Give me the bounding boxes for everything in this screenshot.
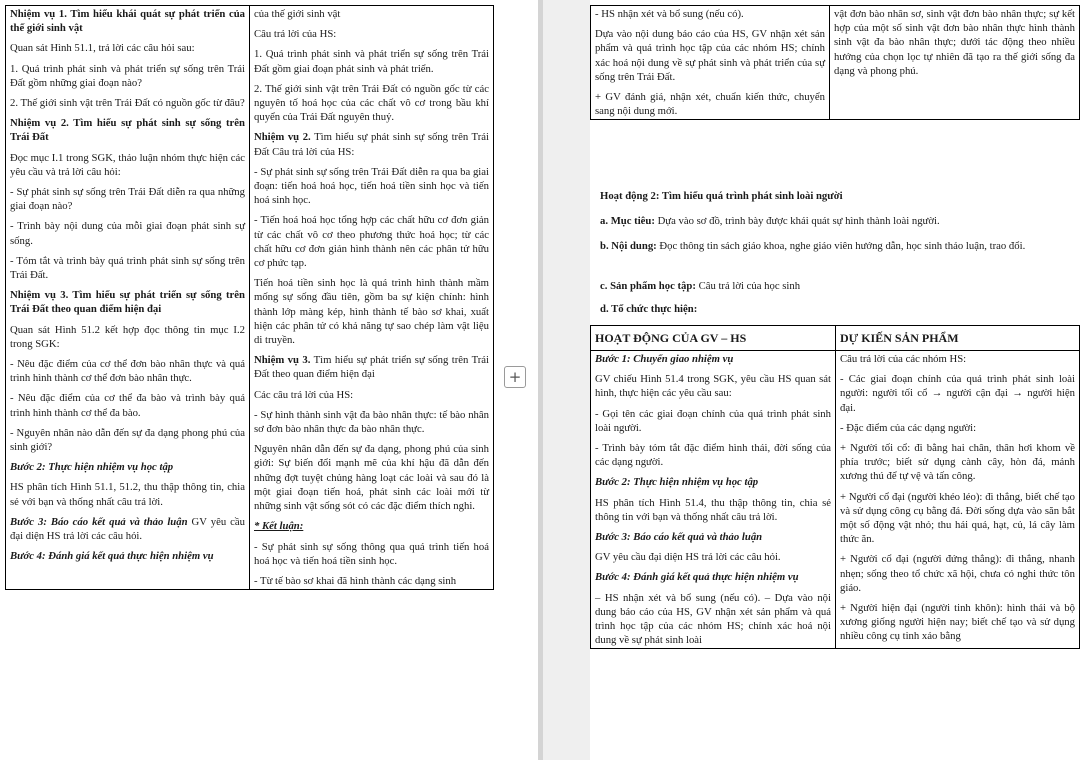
paragraph-text: Nhiệm vụ 2. Tìm hiểu sự phát sinh sự sống trên Trái Đất (10, 117, 245, 144)
paragraph-text: - Sự phát sinh sự sống trên Trái Đất diễn ra qua ba giai đoạn: tiến hoá hoá học, tiến hoá tiền sinh học và tiến hoá sinh học. (254, 165, 489, 207)
product-label: c. Sản phẩm học tập: (600, 280, 696, 292)
paragraph (840, 490, 1075, 547)
paragraph (10, 185, 245, 213)
paragraph (10, 357, 245, 385)
organization-label: d. Tổ chức thực hiện: (600, 303, 698, 315)
paragraph-text: - Sự hình thành sinh vật đa bào nhân thực: tế bào nhân sơ đơn bào nhân thực đa bào nhân thực. (254, 408, 489, 436)
paragraph (254, 27, 489, 41)
objective-line (600, 214, 1075, 228)
paragraph-text: Dựa vào nội dung báo cáo của HS, GV nhận xét sản phẩm và quá trình học tập của các nhóm HS; chính xác hoá nội dung về sự phát sinh và phát triển của sự sống trên Trái Đất. (595, 28, 825, 83)
paragraph-text: Đọc mục I.1 trong SGK, thảo luận nhóm thực hiện các yêu cầu và trả lời câu hỏi: (10, 151, 245, 178)
paragraph-text: Nhiệm vụ 3. (254, 354, 311, 367)
paragraph (10, 254, 245, 282)
paragraph (254, 47, 489, 75)
paragraph (10, 62, 245, 90)
table-row (591, 6, 1080, 120)
paragraph-text: - Trình bày tóm tắt đặc điểm hình thái, đời sống của các dạng người. (595, 442, 831, 469)
paragraph (10, 219, 245, 247)
paragraph (254, 519, 489, 533)
paragraph-text: Câu trả lời của các nhóm HS: (840, 353, 967, 365)
paragraph (10, 7, 245, 35)
continued-activities-cell (591, 6, 830, 120)
paragraph-text: Bước 2: Thực hiện nhiệm vụ học tập (10, 461, 174, 474)
paragraph (840, 421, 1075, 435)
paragraph-text: của thế giới sinh vật (254, 8, 341, 20)
paragraph-text: - Nêu đặc điểm của cơ thể đơn bào nhân thực và quá trình hình thành cơ thể đơn bào nhân thực. (10, 358, 245, 385)
paragraph-text: + Người cổ đại (người khéo léo): đi thẳng, biết chế tạo và sử dụng công cụ bằng đá. Đời sống dựa vào săn bắt một số động vật nhỏ; thu hái quả, hạt, củ, lá cây làm thức ăn. (840, 490, 1075, 546)
paragraph (10, 323, 245, 351)
paragraph-text: Bước 4: Đánh giá kết quả thực hiện nhiệm vụ (10, 550, 214, 563)
left-column-activities (6, 6, 250, 590)
paragraph-text: Nhiệm vụ 3. Tìm hiểu sự phát triển sự sống trên Trái Đất theo quan điểm hiện đại (10, 289, 245, 316)
paragraph (10, 41, 245, 55)
document-page-right (590, 0, 1082, 760)
organization-line (600, 302, 1075, 316)
paragraph-text: Nhiệm vụ 1. Tìm hiểu khái quát sự phát triển của thế giới sinh vật (10, 8, 245, 35)
paragraph-text: – HS nhận xét và bổ sung (nếu có). – Dựa vào nội dung báo cáo của HS, GV nhận xét sản phẩm và quá trình học tập của các nhóm HS; chính xác hoá nội dung về sự phát sinh loài (595, 591, 831, 647)
paragraph (254, 353, 489, 381)
paragraph-text: - Sự phát sinh sự sống thông qua quá trình tiến hoá hoá học và tiến hoá tiền sinh học. (254, 540, 489, 567)
content-label: b. Nội dung: (600, 240, 657, 252)
continued-table (590, 5, 1080, 120)
paragraph (595, 352, 831, 366)
paragraph (10, 426, 245, 454)
paragraph (254, 276, 489, 347)
paragraph-text: Bước 3: Báo cáo kết quả và thảo luận (10, 515, 188, 528)
paragraph (10, 151, 245, 179)
content-line (600, 239, 1075, 253)
paragraph-text: 1. Quá trình phát sinh và phát triển sự sống trên Trái Đất gồm giai đoạn phát sinh và phát triển. (254, 48, 489, 75)
paragraph (10, 460, 245, 474)
paragraph (254, 540, 489, 568)
add-page-button[interactable]: + (504, 366, 526, 388)
paragraph (254, 442, 489, 513)
paragraph-text: HS phân tích Hình 51.4, thu thập thông tin, chia sẻ thông tin với bạn và thống nhất câu trả lời. (595, 496, 831, 523)
paragraph-text: Tiến hoá tiền sinh học là quá trình hình thành mầm mống sự sống đầu tiên, gồm ba sự kiện chính: hình thành lớp màng kép, hình thành tế bào sơ khai, xuất hiện các phân tử có khả năng tự sao chép làm vật liệu di truyền. (254, 277, 489, 347)
paragraph (595, 591, 831, 648)
paragraph-text: + Người tối cổ: đi bằng hai chân, thân hơi khom về phía trước; biết sử dụng cành cây, hòn đá, mảnh xương thú để tự vệ và tấn công. (840, 442, 1075, 483)
paragraph (595, 570, 831, 584)
objective-text: Dựa vào sơ đồ, trình bày được khái quát sự hình thành loài người. (654, 215, 940, 227)
paragraph (254, 82, 489, 125)
page-gap (543, 0, 590, 760)
paragraph-text-continued: GV yêu cầu đại diện HS trả lời các câu hỏi. (10, 515, 245, 543)
paragraph-text-continued: Tìm hiểu sự phát sinh sự sống trên Trái Đất Câu trả lời của HS: (254, 131, 489, 158)
paragraph-text: * Kết luận: (254, 520, 304, 533)
paragraph-text: Bước 4: Đánh giá kết quả thực hiện nhiệm vụ (595, 571, 799, 584)
paragraph-text: - Các giai đoạn chính của quá trình phát sinh loài người: người tối cổ → người cận đại → người hiện đại. (840, 373, 1075, 414)
paragraph-text: - Tiến hoá hoá học tổng hợp các chất hữu cơ đơn giản từ các chất vô cơ theo phương thức hoá học; từ các chất hữu cơ đơn giản hình thành nên các phân tử hữu cơ phức tạp. (254, 214, 489, 270)
table-row (6, 6, 494, 590)
paragraph (10, 391, 245, 419)
paragraph (840, 352, 1075, 366)
content-text: Đọc thông tin sách giáo khoa, nghe giáo viên hướng dẫn, học sinh thảo luận, trao đổi. (656, 240, 1026, 252)
paragraph-text: Các câu trả lời của HS: (254, 388, 354, 401)
paragraph-text-continued: Tìm hiểu sự phát triển sự sống trên Trái Đất theo quan điểm hiện đại (254, 354, 489, 381)
paragraph-text: - Từ tế bào sơ khai đã hình thành các dạng sinh (254, 574, 457, 587)
paragraph (840, 372, 1075, 415)
paragraph (254, 213, 489, 270)
paragraph (10, 515, 245, 543)
paragraph-text: vật đơn bào nhân sơ, sinh vật đơn bào nhân thực; sự kết hợp của một số sinh vật đơn bào nhân thực hình thành sinh vật đa bào nhân thực; dưới tác động theo nhiều hướng của chọn lọc tự nhiên đã tạo ra thế giới sống đa dạng và phong phú. (834, 8, 1075, 77)
paragraph-text: GV chiếu Hình 51.4 trong SGK, yêu cầu HS quan sát hình, thực hiện các yêu cầu sau: (595, 373, 831, 400)
paragraph (595, 550, 831, 564)
paragraph-text: 1. Quá trình phát sinh và phát triển sự sống trên Trái Đất gồm những giai đoạn nào? (10, 62, 245, 89)
paragraph (254, 574, 489, 588)
paragraph (595, 407, 831, 435)
paragraph-text: - Trình bày nội dung của mỗi giai đoạn phát sinh sự sống. (10, 220, 245, 247)
header-teacher-student: HOẠT ĐỘNG CỦA GV – HS (591, 326, 836, 351)
objective-label: a. Mục tiêu: (600, 215, 655, 227)
paragraph (595, 27, 825, 84)
paragraph (10, 480, 245, 508)
activity-2-heading (600, 189, 1075, 203)
table-row (591, 351, 1080, 649)
paragraph (254, 7, 489, 21)
paragraph-text: 2. Thế giới sinh vật trên Trái Đất có nguồn gốc từ các nguyên tố hoá học của các chất vô cơ trong bầu khí quyển của Trái Đất nguyên thuỷ. (254, 82, 489, 124)
paragraph (834, 7, 1075, 78)
expected-answers-cell (836, 351, 1080, 649)
paragraph-text: Nguyên nhân dẫn đến sự đa dạng, phong phú của sinh giới: Sự biến đổi mạnh mẽ của khí hậu đã dẫn đến những đợt tuyệt chủng hàng loạt các loài và sau đó là một giai đoạn tiến hoá, phát sinh các loài mới từ những sinh vật sống sót có các đặc điểm thích nghi. (254, 443, 489, 513)
activity-2-table (590, 325, 1080, 649)
paragraph-text: Câu trả lời của HS: (254, 28, 337, 41)
paragraph-text: Bước 3: Báo cáo kết quả và thảo luận (595, 531, 763, 544)
paragraph (254, 388, 489, 402)
paragraph (10, 549, 245, 563)
paragraph (595, 441, 831, 469)
header-expected-product: DỰ KIẾN SẢN PHẨM (836, 326, 1080, 351)
paragraph-text: - Đặc điểm của các dạng người: (840, 421, 977, 434)
paragraph-text: GV yêu cầu đại diện HS trả lời các câu hỏi. (595, 551, 781, 564)
paragraph (10, 96, 245, 110)
paragraph-text: - Nguyên nhân nào dẫn đến sự đa dạng phong phú của sinh giới? (10, 426, 245, 454)
paragraph-text: - Tóm tắt và trình bày quá trình phát sinh sự sống trên Trái Đất. (10, 254, 245, 282)
paragraph-text: HS phân tích Hình 51.1, 51.2, thu thập thông tin, chia sẻ với bạn và thống nhất câu trả lời. (10, 481, 245, 508)
activity-steps-cell (591, 351, 836, 649)
document-page-left (0, 0, 497, 760)
paragraph-text: + Người hiện đại (người tinh khôn): hình thái và bộ xương giống người hiện nay; biết chế tạo và sử dụng nhiều công cụ tinh xảo bằng (840, 602, 1075, 643)
paragraph-text: Quan sát Hình 51.1, trả lời các câu hỏi sau: (10, 42, 195, 55)
paragraph-text: - Sự phát sinh sự sống trên Trái Đất diễn ra qua những giai đoạn nào? (10, 186, 245, 213)
paragraph-text: 2. Thế giới sinh vật trên Trái Đất có nguồn gốc từ đâu? (10, 97, 245, 110)
paragraph (595, 530, 831, 544)
section-heading: Hoạt động 2: Tìm hiểu quá trình phát sinh loài người (600, 190, 843, 202)
product-line (600, 279, 1075, 293)
paragraph (595, 372, 831, 400)
left-column-answers (250, 6, 494, 590)
paragraph (595, 7, 825, 21)
paragraph (840, 441, 1075, 484)
paragraph (254, 130, 489, 158)
paragraph (10, 116, 245, 144)
paragraph-text: + Người cổ đại (người đứng thẳng): đi thẳng, nhanh nhẹn; sống theo tổ chức xã hội, chưa có nghi thức tôn giáo. (840, 553, 1075, 594)
paragraph-text: Bước 2: Thực hiện nhiệm vụ học tập (595, 476, 759, 489)
table-header-row (591, 326, 1080, 351)
paragraph (840, 552, 1075, 595)
paragraph-text: + GV đánh giá, nhận xét, chuẩn kiến thức, chuyển sang nội dung mới. (595, 91, 825, 118)
paragraph (254, 165, 489, 208)
continued-products-cell (830, 6, 1080, 120)
paragraph (254, 408, 489, 436)
paragraph (595, 90, 825, 118)
paragraph (595, 475, 831, 489)
paragraph (840, 601, 1075, 644)
paragraph (10, 288, 245, 316)
left-activity-table (5, 5, 494, 590)
paragraph (595, 496, 831, 524)
paragraph-text: - Nêu đặc điểm của cơ thể đa bào và trình bày quá trình hình thành cơ thể đa bào. (10, 392, 245, 419)
paragraph-text: Bước 1: Chuyển giao nhiệm vụ (595, 353, 734, 365)
paragraph-text: - Gọi tên các giai đoạn chính của quá trình phát sinh loài người. (595, 407, 831, 434)
product-text: Câu trả lời của học sinh (695, 280, 801, 292)
paragraph-text: - HS nhận xét và bổ sung (nếu có). (595, 8, 744, 20)
paragraph-text: Nhiệm vụ 2. (254, 131, 311, 144)
paragraph-text: Quan sát Hình 51.2 kết hợp đọc thông tin mục I.2 trong SGK: (10, 323, 245, 350)
